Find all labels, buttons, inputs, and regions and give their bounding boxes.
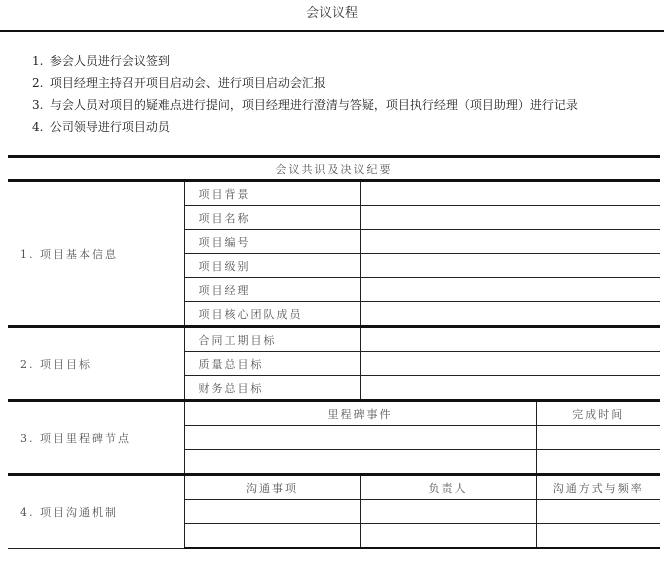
value-cell[interactable] [184,524,360,549]
agenda-item [32,72,578,94]
value-cell[interactable] [184,450,536,475]
value-cell[interactable] [536,500,660,524]
agenda-item-number: 4. [32,120,44,134]
value-cell[interactable] [360,376,660,401]
agenda-item [32,94,578,116]
section-label-goals: 2. 项目目标 [8,327,184,401]
agenda-item-text: 参会人员进行会议签到 [49,54,170,68]
row-label: 项目名称 [184,206,360,230]
agenda-item-text: 项目经理主持召开项目启动会、进行项目启动会汇报 [49,76,326,90]
agenda-item-number: 3. [32,98,44,112]
value-cell[interactable] [360,254,660,278]
column-header-completion-time: 完成时间 [536,401,660,426]
agenda-item [32,50,578,72]
column-header-method-frequency: 沟通方式与频率 [536,475,660,500]
value-cell[interactable] [360,327,660,352]
row-label: 项目背景 [184,181,360,206]
value-cell[interactable] [536,524,660,549]
row-label: 项目核心团队成员 [184,302,360,327]
section-label-communication: 4. 项目沟通机制 [8,475,184,549]
value-cell[interactable] [360,278,660,302]
title-divider [0,30,664,32]
value-cell[interactable] [360,181,660,206]
value-cell[interactable] [184,426,536,450]
minutes-table [8,155,660,549]
row-label: 财务总目标 [184,376,360,401]
value-cell[interactable] [536,426,660,450]
section-label-basic-info: 1. 项目基本信息 [8,181,184,327]
section-label-milestones: 3. 项目里程碑节点 [8,401,184,475]
column-header-owner: 负责人 [360,475,536,500]
row-label: 项目级别 [184,254,360,278]
agenda-list [32,50,578,138]
value-cell[interactable] [360,230,660,254]
value-cell[interactable] [536,450,660,475]
value-cell[interactable] [360,352,660,376]
agenda-item-text: 公司领导进行项目动员 [49,120,170,134]
row-label: 合同工期目标 [184,327,360,352]
agenda-item-text: 与会人员对项目的疑难点进行提问，项目经理进行澄清与答疑，项目执行经理（项目助理）进行记录 [49,98,578,112]
agenda-item [32,116,578,138]
value-cell[interactable] [360,302,660,327]
row-label: 质量总目标 [184,352,360,376]
row-label: 项目编号 [184,230,360,254]
value-cell[interactable] [184,500,360,524]
agenda-item-number: 1. [32,54,44,68]
table-caption: 会议共识及决议纪要 [8,157,660,181]
column-header-communication-item: 沟通事项 [184,475,360,500]
agenda-item-number: 2. [32,76,44,90]
value-cell[interactable] [360,206,660,230]
row-label: 项目经理 [184,278,360,302]
value-cell[interactable] [360,524,536,549]
value-cell[interactable] [360,500,536,524]
page-title: 会议议程 [305,6,358,21]
column-header-milestone-event: 里程碑事件 [184,401,536,426]
